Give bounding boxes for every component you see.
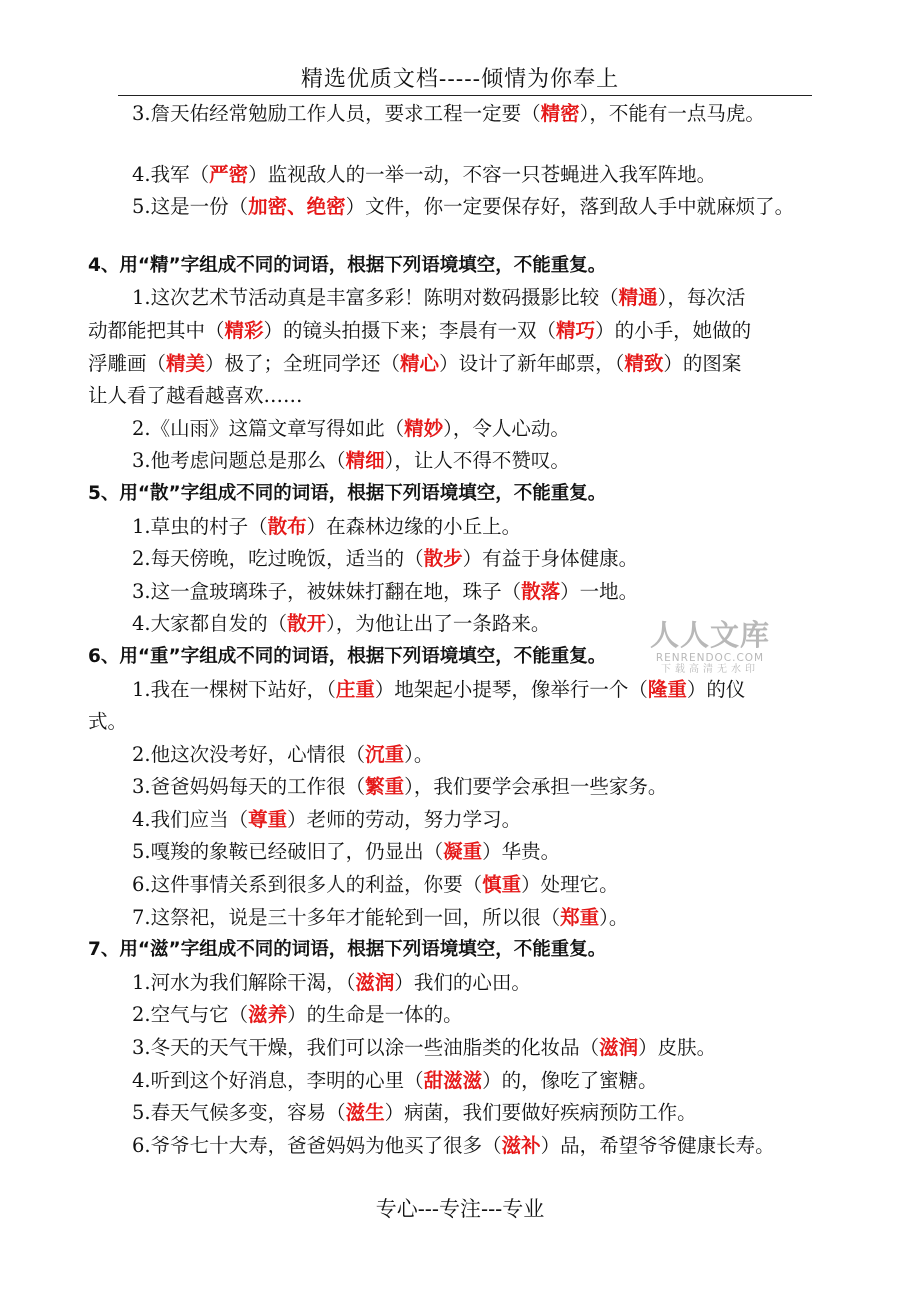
continuation-line	[88, 706, 868, 739]
line-text: 2.《山雨》这篇文章写得如此（	[132, 416, 405, 440]
line-text: 式。	[88, 710, 128, 734]
line-text: ）病菌，我们要做好疾病预防工作。	[384, 1101, 697, 1125]
answer-word: 精心	[400, 351, 440, 375]
line-text: ）的镜头拍摄下来；李晨有一双（	[263, 318, 557, 342]
answer-word: 郑重	[560, 905, 600, 929]
answer-word: 加密、绝密	[248, 195, 346, 219]
line-text: 3.这一盒玻璃珠子，被妹妹打翻在地，珠子（	[132, 579, 522, 603]
line-text: ），让人不得不赞叹。	[384, 449, 570, 473]
line-text: 3.詹天佑经常勉励工作人员，要求工程一定要（	[132, 102, 541, 125]
line-text: ）华贵。	[482, 840, 561, 864]
answer-word: 甜滋滋	[423, 1068, 483, 1092]
continuation-line	[88, 380, 868, 413]
question-line	[88, 999, 868, 1032]
line-text: 4.我们应当（	[132, 807, 249, 831]
line-text: ），每次活	[657, 286, 746, 310]
line-text: ）的仪	[686, 677, 746, 701]
watermark-subtitle: RENRENDOC.COM	[655, 652, 765, 664]
question-line	[88, 445, 868, 478]
answer-word: 散布	[267, 514, 307, 538]
line-text: ），不能有一点马虎。	[579, 102, 765, 125]
answer-word: 繁重	[365, 775, 405, 799]
line-text: 浮雕画（	[88, 351, 167, 375]
line-text: 4.大家都自发的（	[132, 612, 288, 636]
question-line	[88, 1032, 868, 1065]
line-text: ）的生命是一体的。	[287, 1003, 463, 1027]
question-line	[88, 413, 868, 446]
question-line	[88, 511, 868, 544]
line-text: 5.春天气候多变，容易（	[132, 1101, 346, 1125]
line-text: 2.每天傍晚，吃过晚饭，适当的（	[132, 547, 424, 571]
line-text: ）地架起小提琴，像举行一个（	[374, 677, 648, 701]
answer-word: 滋润	[599, 1036, 639, 1060]
answer-word: 隆重	[647, 677, 687, 701]
line-text: 2.空气与它（	[132, 1003, 249, 1027]
line-text: ）。	[404, 742, 434, 766]
answer-word: 精致	[624, 351, 664, 375]
line-text: ）一地。	[560, 579, 639, 603]
line-text: 4、用“精”字组成不同的词语，根据下列语境填空，不能重复。	[88, 254, 607, 276]
line-text: ）文件，你一定要保存好，落到敌人手中就麻烦了。	[345, 195, 795, 219]
line-text: ）处理它。	[521, 873, 619, 897]
header-divider	[118, 95, 812, 96]
line-text: 3.爸爸妈妈每天的工作很（	[132, 775, 366, 799]
line-text: ）极了；全班同学还（	[205, 351, 401, 375]
line-text: 让人看了越看越喜欢……	[88, 384, 303, 408]
question-line	[88, 282, 868, 315]
answer-word: 滋补	[501, 1133, 541, 1157]
line-text: ）的图案	[663, 351, 742, 375]
question-line	[88, 1065, 868, 1098]
question-line	[88, 739, 868, 772]
question-line	[88, 98, 868, 131]
line-text: ）设计了新年邮票，（	[439, 351, 625, 375]
page-header: 精选优质文档-----倾情为你奉上	[300, 67, 620, 92]
line-text: ）皮肤。	[638, 1036, 717, 1060]
answer-word: 散开	[287, 612, 327, 636]
line-text: 6.爷爷七十大寿，爸爸妈妈为他买了很多（	[132, 1133, 502, 1157]
watermark-slogan: 下载高清无水印	[661, 664, 759, 675]
question-line	[88, 191, 868, 224]
line-text: 2.他这次没考好，心情很（	[132, 742, 366, 766]
answer-word: 散步	[423, 547, 463, 571]
answer-word: 精巧	[556, 318, 596, 342]
answer-word: 严密	[209, 162, 249, 186]
section-heading	[88, 934, 868, 967]
line-text: 5.嘎羧的象鞍已经破旧了，仍显出（	[132, 840, 444, 864]
question-line	[88, 543, 868, 576]
watermark-logo	[640, 618, 780, 676]
question-line	[88, 576, 868, 609]
spacer	[88, 224, 868, 250]
continuation-line	[88, 315, 868, 348]
line-text: ）老师的劳动，努力学习。	[287, 807, 522, 831]
answer-word: 尊重	[248, 807, 288, 831]
line-text: ）的，像吃了蜜糖。	[482, 1068, 658, 1092]
line-text: 7.这祭祀，说是三十多年才能轮到一回，所以很（	[132, 905, 561, 929]
section-heading	[88, 478, 868, 511]
line-text: ），我们要学会承担一些家务。	[404, 775, 668, 799]
line-text: 3.冬天的天气干燥，我们可以涂一些油脂类的化妆品（	[132, 1036, 600, 1060]
line-text: 5.这是一份（	[132, 195, 249, 219]
answer-word: 散落	[521, 579, 561, 603]
question-line	[88, 771, 868, 804]
line-text: ）在森林边缘的小丘上。	[306, 514, 522, 538]
answer-word: 精彩	[224, 318, 264, 342]
answer-word: 滋生	[345, 1101, 385, 1125]
question-line	[88, 1130, 868, 1163]
answer-word: 精美	[166, 351, 206, 375]
answer-word: 慎重	[482, 873, 522, 897]
line-text: 4.听到这个好消息，李明的心里（	[132, 1068, 424, 1092]
question-line	[88, 869, 868, 902]
answer-word: 滋润	[355, 970, 395, 994]
question-line	[88, 804, 868, 837]
line-text: 6、用“重”字组成不同的词语，根据下列语境填空，不能重复。	[88, 645, 607, 667]
answer-word: 精细	[345, 449, 385, 473]
line-text: 5、用“散”字组成不同的词语，根据下列语境填空，不能重复。	[88, 482, 607, 504]
answer-word: 精通	[618, 286, 658, 310]
line-text: ）。	[599, 905, 629, 929]
question-line	[88, 1097, 868, 1130]
continuation-line	[88, 348, 868, 381]
answer-word: 凝重	[443, 840, 483, 864]
page-footer: 专心---专注---专业	[375, 1197, 545, 1221]
line-text: ）品，希望爷爷健康长寿。	[540, 1133, 775, 1157]
line-text: 1.我在一棵树下站好，（	[132, 677, 336, 701]
line-text: 1.河水为我们解除干渴，（	[132, 970, 356, 994]
line-text: ）的小手，她做的	[595, 318, 752, 342]
answer-word: 滋养	[248, 1003, 288, 1027]
line-text: ）监视敌人的一举一动，不容一只苍蝇进入我军阵地。	[248, 162, 717, 186]
line-text: ）有益于身体健康。	[462, 547, 639, 571]
watermark-title: 人人文库	[649, 618, 770, 652]
answer-word: 庄重	[335, 677, 375, 701]
answer-word: 沉重	[365, 742, 405, 766]
line-text: 3.他考虑问题总是那么（	[132, 449, 346, 473]
line-text: 4.我军（	[132, 162, 210, 186]
line-text: 1.这次艺术节活动真是丰富多彩！陈明对数码摄影比较（	[132, 286, 619, 310]
question-line	[88, 902, 868, 935]
line-text: 动都能把其中（	[88, 318, 225, 342]
question-line	[88, 674, 868, 707]
question-line	[88, 836, 868, 869]
line-text: 6.这件事情关系到很多人的利益，你要（	[132, 873, 483, 897]
question-line	[88, 967, 868, 1000]
line-text: ）我们的心田。	[394, 970, 531, 994]
line-text: 7、用“滋”字组成不同的词语，根据下列语境填空，不能重复。	[88, 939, 607, 961]
answer-word: 精妙	[404, 416, 444, 440]
section-heading	[88, 250, 868, 283]
question-line	[88, 159, 868, 192]
answer-word: 精密	[540, 102, 580, 125]
line-text: ），令人心动。	[443, 416, 570, 440]
line-text: ），为他让出了一条路来。	[326, 612, 551, 636]
spacer	[88, 131, 868, 159]
line-text: 1.草虫的村子（	[132, 514, 268, 538]
